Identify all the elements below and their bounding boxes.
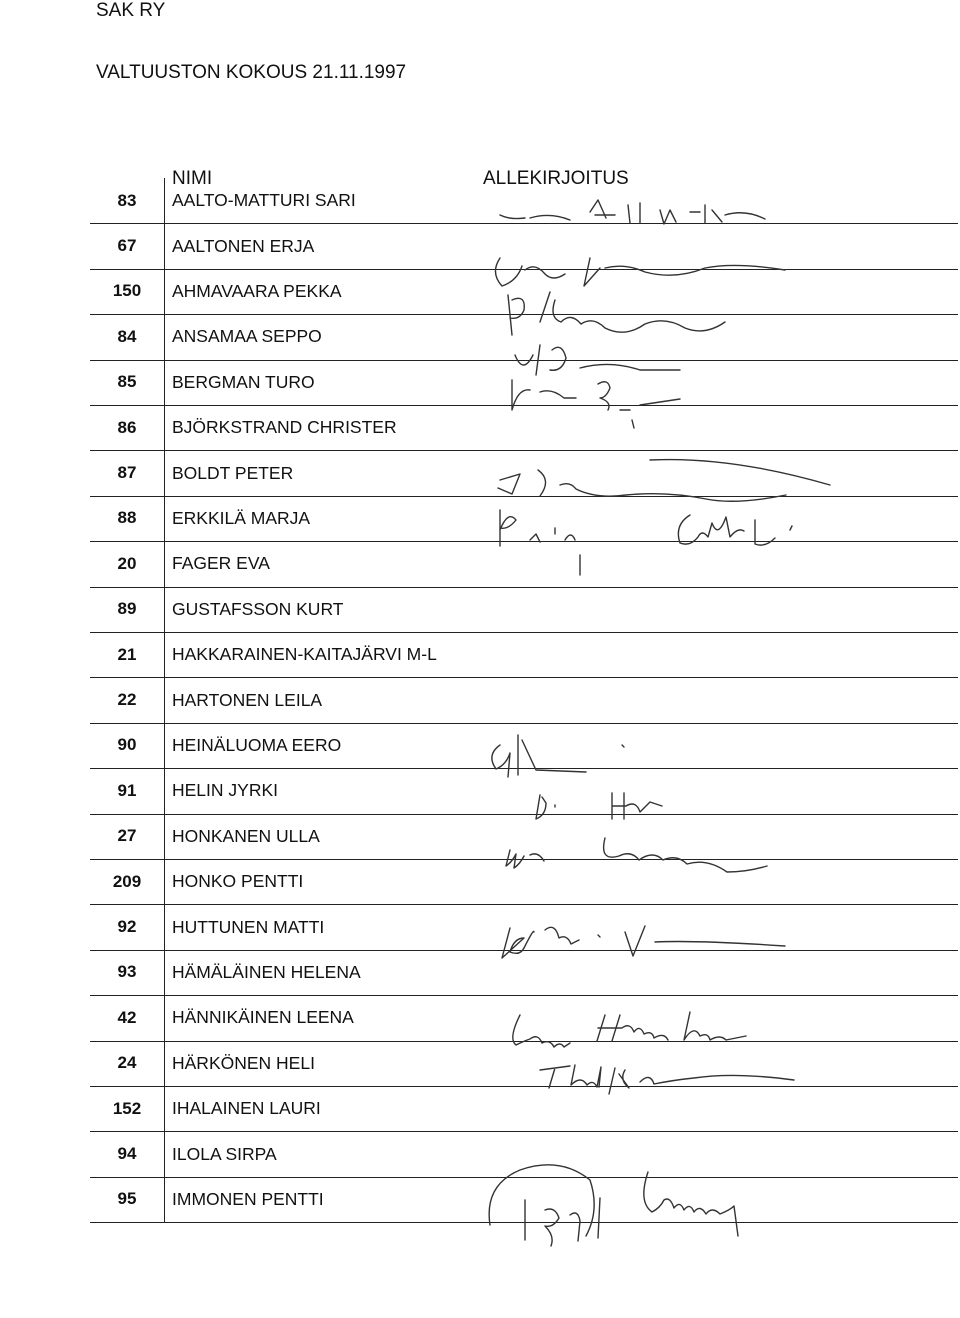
member-name: HAKKARAINEN-KAITAJÄRVI M-L — [172, 644, 437, 665]
member-number: 90 — [90, 723, 165, 768]
table-row — [90, 632, 958, 678]
member-name: AALTO-MATTURI SARI — [172, 190, 356, 211]
table-row — [90, 1086, 958, 1132]
member-name: HÄMÄLÄINEN HELENA — [172, 961, 361, 982]
member-name: BJÖRKSTRAND CHRISTER — [172, 417, 397, 438]
member-number: 21 — [90, 632, 165, 677]
member-number: 86 — [90, 405, 165, 450]
table-row — [90, 496, 958, 542]
member-number: 89 — [90, 587, 165, 632]
table-row — [90, 950, 958, 996]
member-name: AALTONEN ERJA — [172, 235, 315, 256]
signature-column-header: ALLEKIRJOITUS — [483, 168, 629, 189]
table-row — [90, 541, 958, 587]
member-number: 152 — [90, 1086, 165, 1131]
member-number: 150 — [90, 269, 165, 314]
name-column-header: NIMI — [172, 168, 213, 189]
table-row — [90, 360, 958, 406]
member-name: HÄNNIKÄINEN LEENA — [172, 1007, 354, 1028]
member-name: BOLDT PETER — [172, 462, 294, 483]
table-row — [90, 223, 958, 269]
table-row — [90, 723, 958, 769]
member-number: 91 — [90, 768, 165, 813]
organization-title: SAK RY — [96, 0, 166, 21]
member-number: 42 — [90, 995, 165, 1040]
member-name: ERKKILÄ MARJA — [172, 507, 311, 528]
table-row — [90, 859, 958, 905]
table-row — [90, 1041, 958, 1087]
member-name: HONKANEN ULLA — [172, 825, 320, 846]
table-row — [90, 768, 958, 814]
member-number: 88 — [90, 496, 165, 541]
member-name: HÄRKÖNEN HELI — [172, 1052, 315, 1073]
member-name: AHMAVAARA PEKKA — [172, 280, 342, 301]
table-row — [90, 904, 958, 950]
member-name: HEINÄLUOMA EERO — [172, 734, 342, 755]
member-name: HUTTUNEN MATTI — [172, 916, 325, 937]
member-name: HELIN JYRKI — [172, 780, 278, 801]
member-name: ANSAMAA SEPPO — [172, 326, 322, 347]
table-row — [90, 405, 958, 451]
member-name: ILOLA SIRPA — [172, 1143, 277, 1164]
member-name: IHALAINEN LAURI — [172, 1098, 321, 1119]
member-number: 84 — [90, 314, 165, 359]
table-row — [90, 587, 958, 633]
member-number: 22 — [90, 677, 165, 722]
table-row — [90, 1177, 958, 1223]
member-name: HONKO PENTTI — [172, 871, 304, 892]
member-number: 209 — [90, 859, 165, 904]
member-number: 83 — [90, 178, 165, 223]
member-number: 94 — [90, 1131, 165, 1176]
table-row — [90, 269, 958, 315]
table-row — [90, 995, 958, 1041]
member-name: HARTONEN LEILA — [172, 689, 323, 710]
table-row — [90, 314, 958, 360]
member-number: 85 — [90, 360, 165, 405]
meeting-title: VALTUUSTON KOKOUS 21.11.1997 — [96, 62, 407, 83]
member-name: IMMONEN PENTTI — [172, 1188, 324, 1209]
member-number: 92 — [90, 904, 165, 949]
member-number: 24 — [90, 1041, 165, 1086]
table-row — [90, 450, 958, 496]
member-name: FAGER EVA — [172, 553, 270, 574]
member-number: 87 — [90, 450, 165, 495]
member-number: 67 — [90, 223, 165, 268]
table-row — [90, 1131, 958, 1177]
table-row — [90, 178, 958, 224]
member-number: 27 — [90, 814, 165, 859]
member-name: GUSTAFSSON KURT — [172, 598, 344, 619]
table-row — [90, 814, 958, 860]
member-number: 20 — [90, 541, 165, 586]
member-number: 93 — [90, 950, 165, 995]
member-name: BERGMAN TURO — [172, 371, 315, 392]
table-row — [90, 677, 958, 723]
member-number: 95 — [90, 1177, 165, 1222]
